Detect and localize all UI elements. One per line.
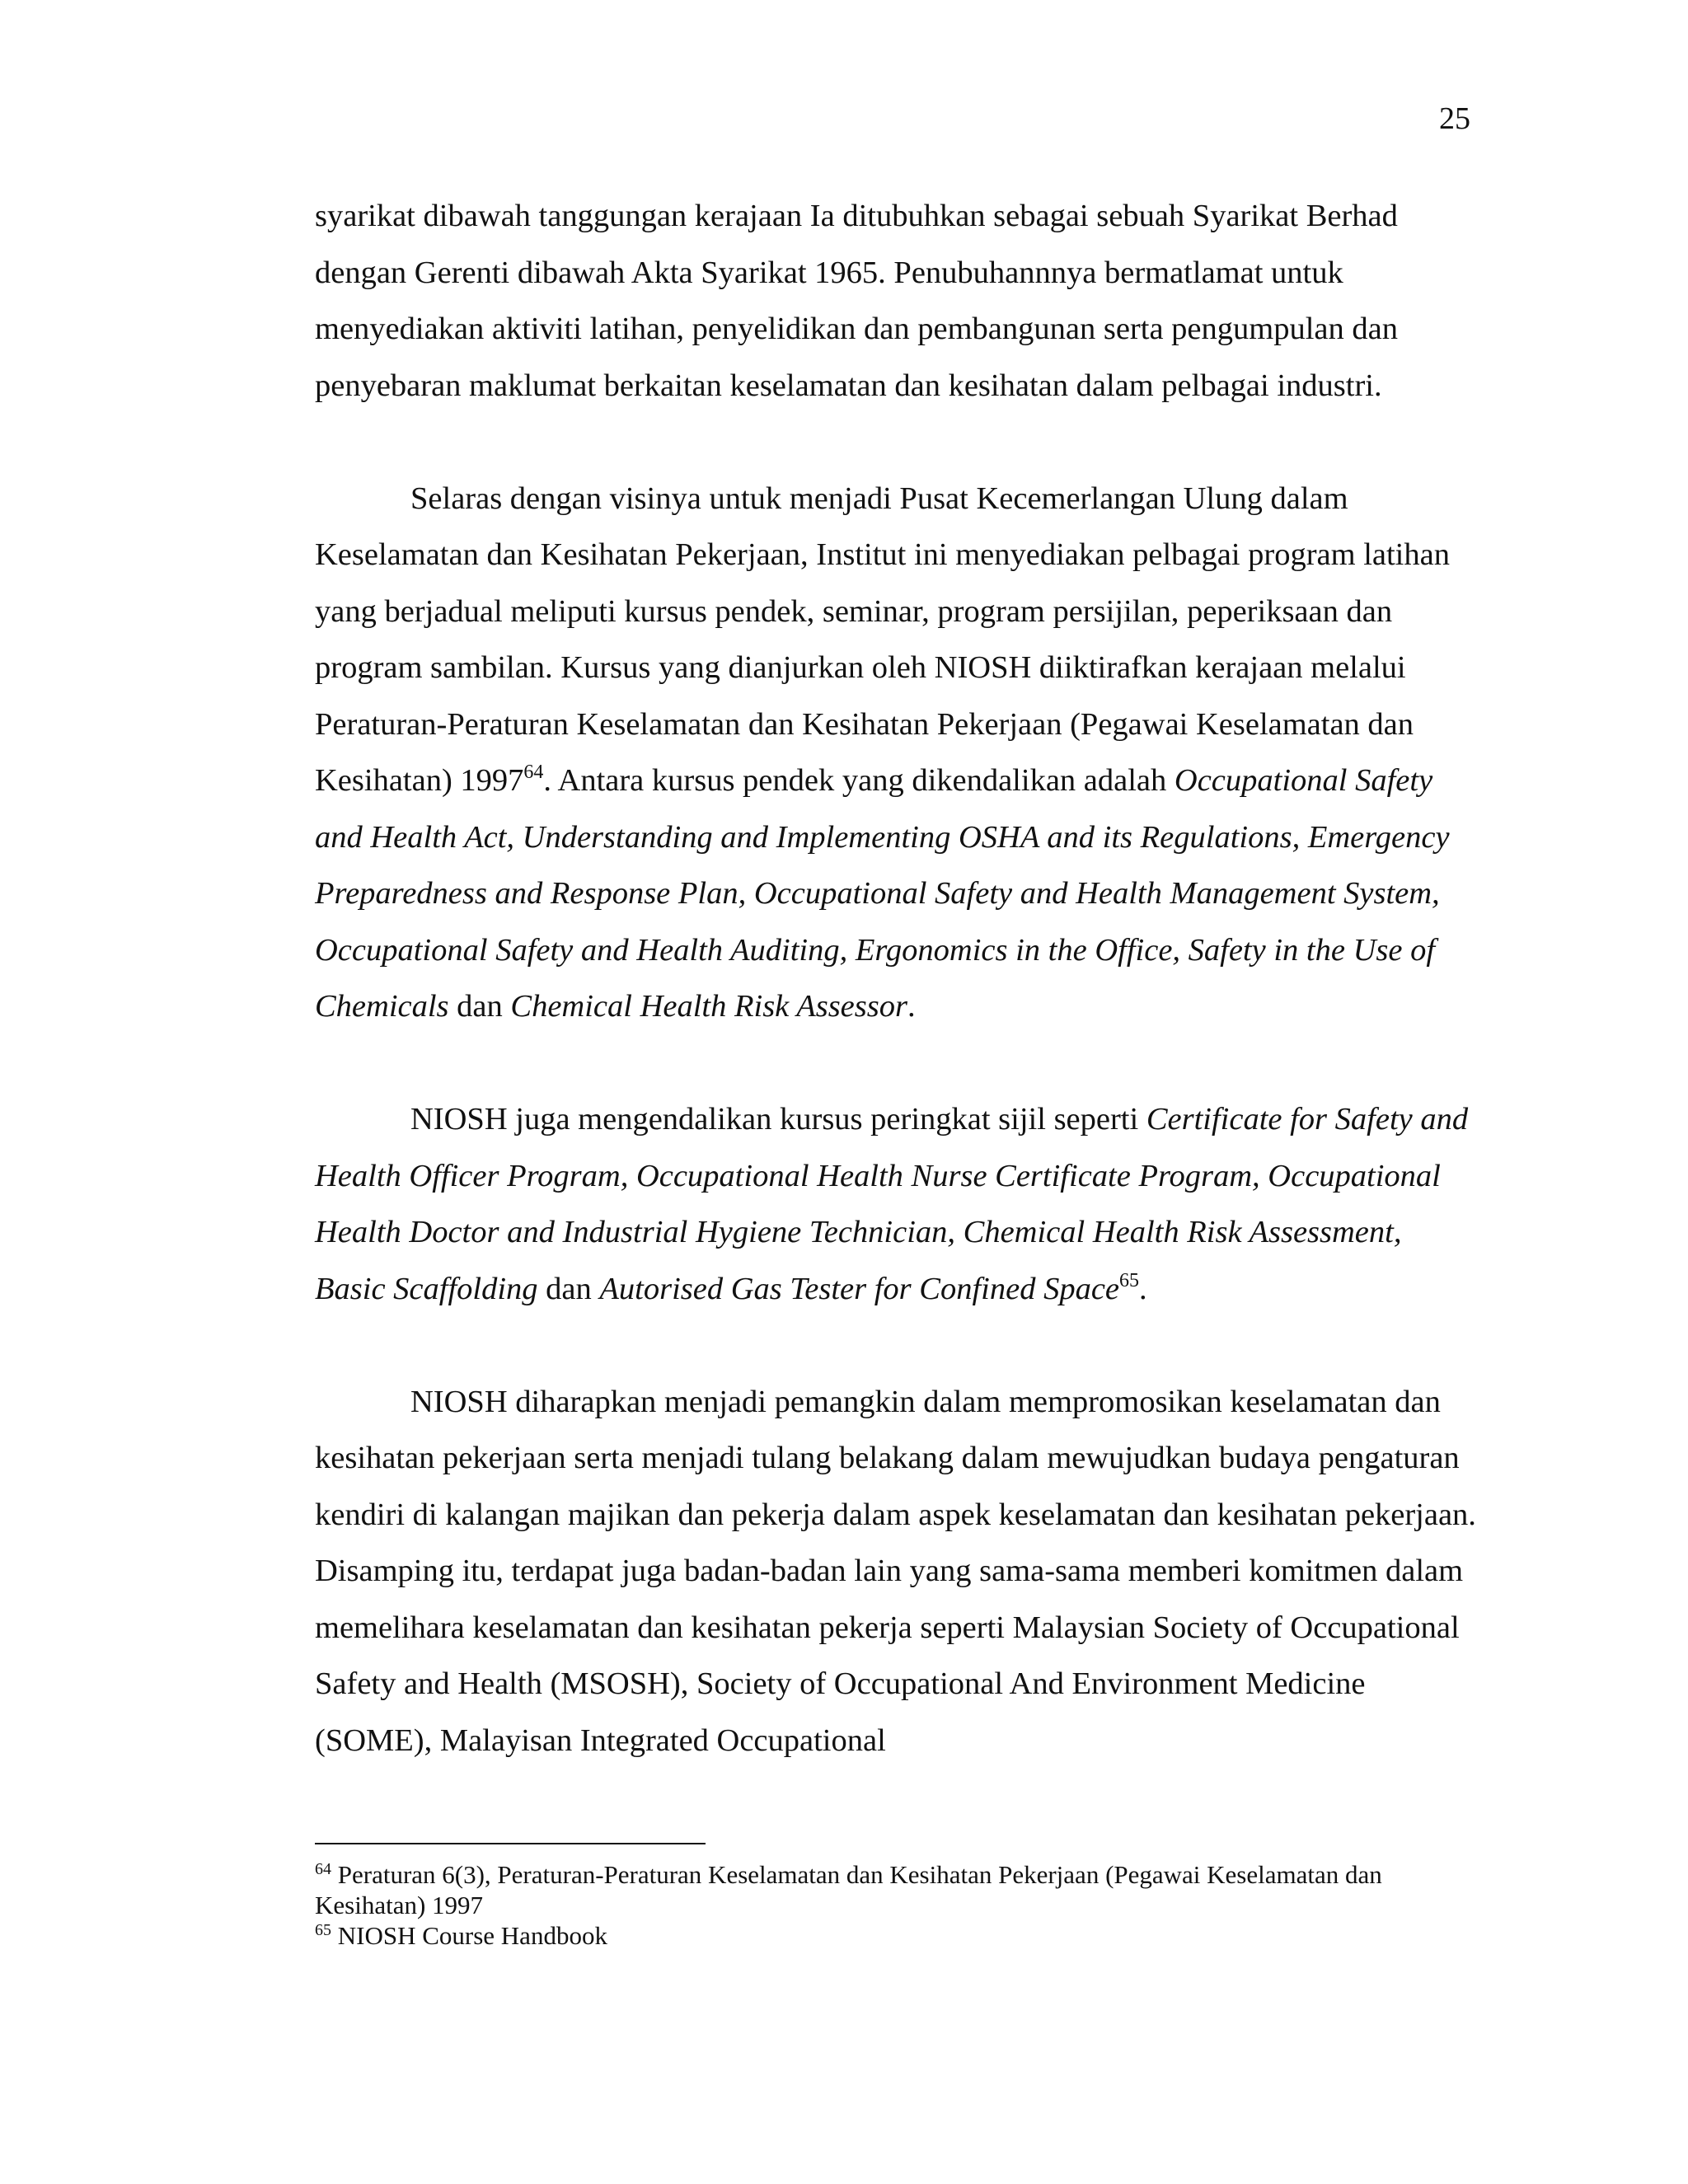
paragraph-text: Selaras dengan visinya untuk menjadi Pusat Kecemerlangan Ulung dalam Keselamatan dan Kesihatan Pekerjaan, Institut ini menyediakan pelbagai program latihan yang berjadual meliputi kursus pendek, seminar, program persijilan, peperiksaan dan program sambilan. Kursus yang dianjurkan oleh NIOSH diiktirafkan kerajaan melalui Peraturan-Peraturan Keselamatan dan Kesihatan Pekerjaan (Pegawai Keselamatan dan Kesihatan) 1997: [315, 480, 1450, 798]
footnote-64: [315, 1859, 1477, 1920]
footnote-reference-64[interactable]: 64: [523, 762, 544, 783]
footnotes: [315, 1859, 1477, 1951]
paragraph-text: NIOSH diharapkan menjadi pemangkin dalam mempromosikan keselamatan dan kesihatan pekerjaan serta menjadi tulang belakang dalam mewujudkan budaya pengaturan kendiri di kalangan majikan dan pekerja dalam aspek keselamatan dan kesihatan pekerjaan. Disamping itu, terdapat juga badan-badan lain yang sama-sama memberi komitmen dalam memelihara keselamatan dan kesihatan pekerja seperti Malaysian Society of Occupational Safety and Health (MSOSH), Society of Occupational And Environment Medicine (SOME), Malayisan Integrated Occupational: [315, 1384, 1476, 1758]
paragraph-text: . Antara kursus pendek yang dikendalikan adalah: [543, 763, 1175, 798]
paragraph-text: NIOSH juga mengendalikan kursus peringkat sijil seperti: [410, 1102, 1146, 1137]
paragraph-text: .: [907, 989, 916, 1024]
italic-course-list: Occupational Safety and Health Act, Understanding and Implementing OSHA and its Regulations, Emergency Preparedness and Response Plan, Occupational Safety and Health Management System, Occupational Safety and Health Auditing, Ergonomics in the Office, Safety in the Use of Chemicals: [315, 763, 1450, 1024]
footnote-text: Peraturan 6(3), Peraturan-Peraturan Keselamatan dan Kesihatan Pekerjaan (Pegawai Keselamatan dan Kesihatan) 1997: [315, 1860, 1382, 1919]
footnote-mark: 64: [315, 1860, 331, 1878]
footnote-65: [315, 1920, 1477, 1951]
footnote-separator: [315, 1843, 706, 1844]
paragraph-text: .: [1139, 1271, 1147, 1306]
italic-course-title: Autorised Gas Tester for Confined Space: [599, 1271, 1119, 1306]
footnote-mark: 65: [315, 1921, 331, 1939]
italic-certificate-list: Certificate for Safety and Health Officer Program, Occupational Health Nurse Certificate Program, Occupational Health Doctor and Industrial Hygiene Technician, Chemical Health Risk Assessment, Basic Scaffolding: [315, 1102, 1469, 1306]
paragraph-1: [315, 188, 1477, 414]
italic-course-title: Chemical Health Risk Assessor: [510, 989, 907, 1024]
paragraph-2: [315, 471, 1477, 1035]
paragraph-text: dan: [537, 1271, 600, 1306]
paragraph-4: [315, 1374, 1477, 1769]
footnote-reference-65[interactable]: 65: [1119, 1269, 1139, 1291]
paragraph-3: [315, 1091, 1477, 1317]
page-number: 25: [1439, 101, 1470, 136]
body-text: [315, 188, 1477, 1769]
paragraph-text: syarikat dibawah tanggungan kerajaan Ia ditubuhkan sebagai sebuah Syarikat Berhad dengan Gerenti dibawah Akta Syarikat 1965. Penubuhannnya bermatlamat untuk menyediakan aktiviti latihan, penyelidikan dan pembangunan serta pengumpulan dan penyebaran maklumat berkaitan keselamatan dan kesihatan dalam pelbagai industri.: [315, 199, 1398, 403]
footnote-text: NIOSH Course Handbook: [331, 1921, 607, 1950]
paragraph-text: dan: [448, 989, 511, 1024]
